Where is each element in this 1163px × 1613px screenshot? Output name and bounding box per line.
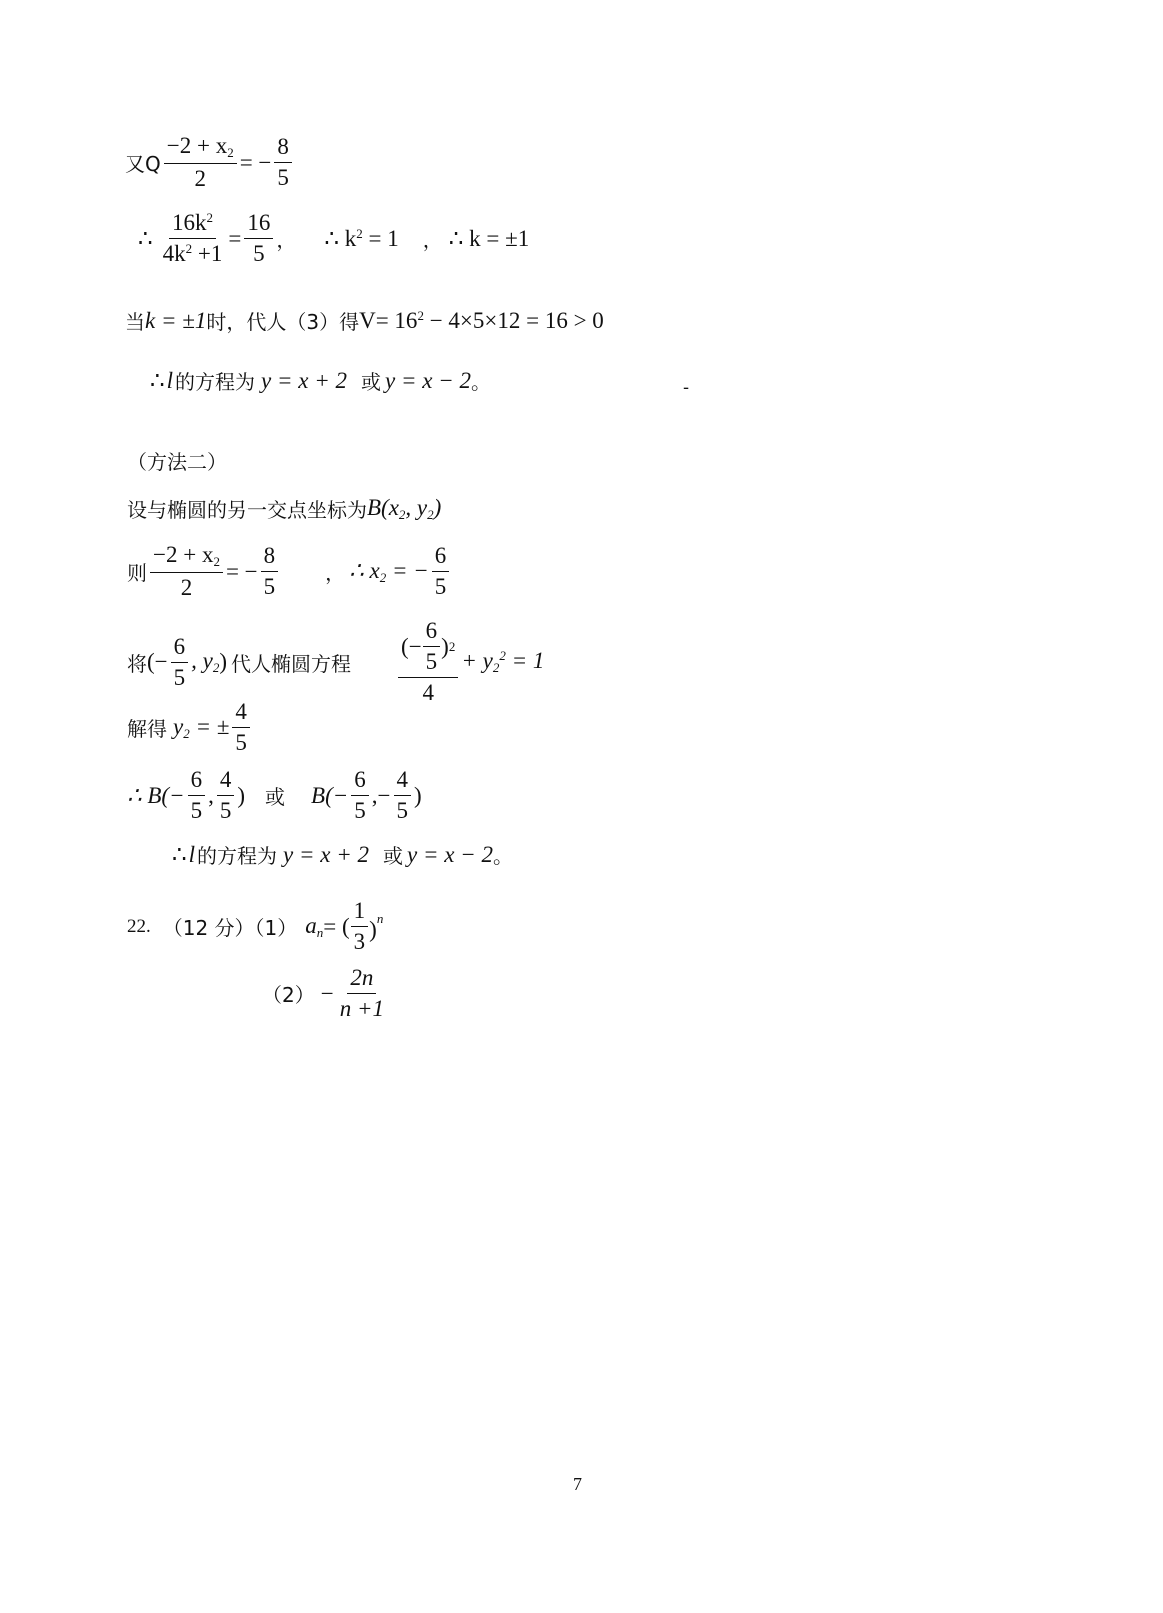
- fraction: $\frac{4}{5}$: [232, 699, 250, 756]
- line-4: ∴ l 的方程为 y = x + 2 或 y = x − 2 。: [150, 367, 491, 394]
- line-1: [125, 133, 295, 192]
- line-7: 则 $\frac{-2 + x_2}{2}$ = − $\frac{8}{5}$ ， ∴ $x_2$ = − $\frac{6}{5}$: [127, 542, 452, 601]
- fraction: $\frac{16k^2}{4k^2 +1}$: [162, 210, 223, 266]
- line-2: ∴ $\frac{16k^2}{4k^2 +1}$ = $\frac{16}{5}$ ， ∴ $k^2 = 1$ ， ∴ k = ±1: [138, 210, 530, 266]
- fraction: $\frac{-2 + x_2}{2}$: [150, 542, 223, 601]
- question-22: 22. （12 分）（1） $a_n$ = ( $\frac{1}{3}$ )$^n$: [127, 898, 384, 954]
- fraction: $\frac{8}{5}$: [274, 134, 292, 191]
- fraction: $\frac{16}{5}$: [244, 210, 273, 267]
- fraction: $\frac{6}{5}$: [171, 634, 189, 691]
- page-number: 7: [573, 1474, 582, 1494]
- fraction: $\frac{4}{5}$: [394, 767, 412, 824]
- question-22-part-2: （2） − $\frac{2n}{n +1}$: [262, 965, 390, 1022]
- line-3: 当 k = ±1 时，代人（3）得 $V= 16^2 - 4\times 5\times 12 = 16 > 0$: [125, 307, 604, 334]
- therefore: ∴: [138, 225, 153, 251]
- line-9: 解得 $y_2$ = ± $\frac{4}{5}$: [127, 699, 253, 756]
- fraction: $\frac{6}{5}$: [351, 767, 369, 824]
- fraction: $\frac{1}{3}$: [351, 898, 369, 955]
- line-8: 将 (− $\frac{6}{5}$ , $y_2$ ) 代人椭圆方程 (− $\frac{6}{5}$ ) 2 4 + $y_2^2 = 1$: [127, 618, 545, 705]
- line-10: ∴ B(− $\frac{6}{5}$ , $\frac{4}{5}$ ) 或 B(− $\frac{6}{5}$ ,− $\frac{4}{5}$ ): [127, 767, 422, 823]
- fraction: $\frac{6}{5}$: [432, 543, 450, 600]
- section-heading: （方法二）: [127, 450, 227, 474]
- stray-mark: -: [683, 377, 690, 398]
- line-6: 设与椭圆的另一交点坐标为 $B(x_2$, $y_2$): [127, 494, 442, 522]
- equals: = −: [239, 149, 272, 175]
- fraction: $\frac{2n}{n +1}$: [339, 965, 384, 1021]
- fraction: $\frac{-2 + x_2}{2}$: [164, 133, 237, 192]
- fraction: (− $\frac{6}{5}$ ) 2 4: [398, 618, 458, 706]
- text: 又Q: [125, 152, 161, 176]
- fraction: $\frac{6}{5}$: [188, 767, 206, 824]
- fraction: $\frac{8}{5}$: [261, 543, 279, 600]
- line-11: ∴ l 的方程为 y = x + 2 或 y = x − 2 。: [172, 841, 513, 868]
- fraction: $\frac{4}{5}$: [217, 767, 235, 824]
